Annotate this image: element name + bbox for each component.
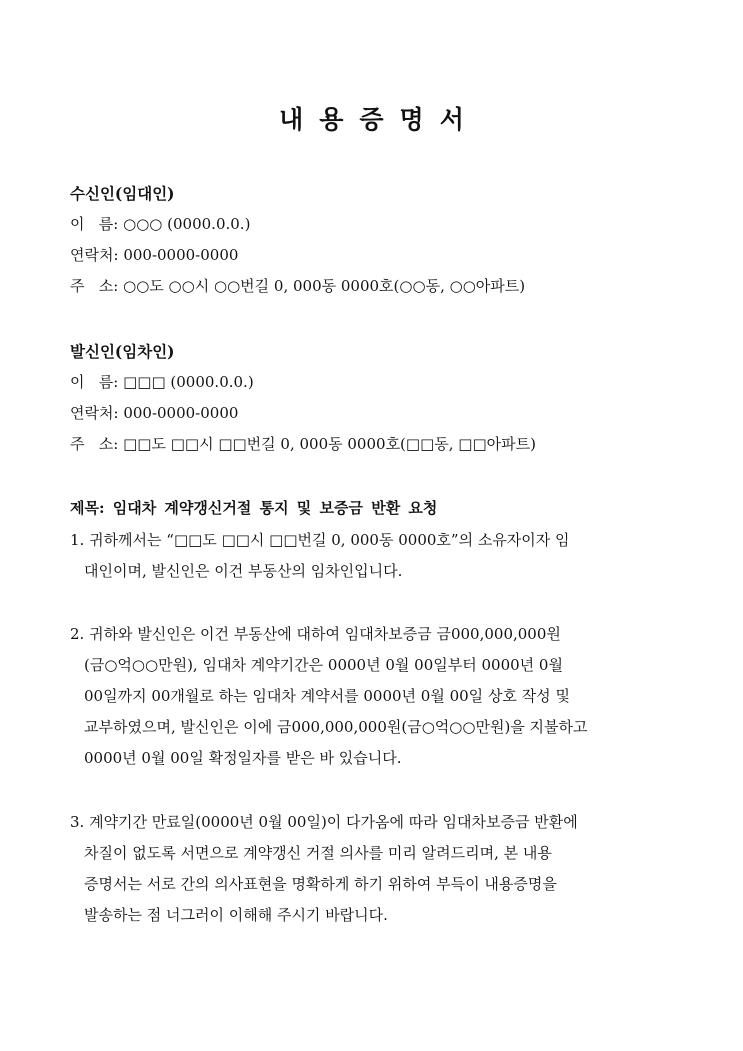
paragraph-line: 00일까지 00개월로 하는 임대차 계약서를 0000년 0월 00일 상호 작성 및	[84, 687, 570, 705]
paragraph-line: 2. 귀하와 발신인은 이건 부동산에 대하여 임대차보증금 금000,000,000원	[70, 625, 561, 643]
paragraph-2	[70, 619, 674, 774]
recipient-contact-row	[70, 240, 680, 271]
paragraph-line: 차질이 없도록 서면으로 계약갱신 거절 의사를 미리 알려드리며, 본 내용	[84, 844, 552, 862]
paragraph-1	[70, 525, 674, 587]
sender-contact-label: 연락처:	[70, 404, 119, 422]
subject-line: 제목: 임대차 계약갱신거절 통지 및 보증금 반환 요청	[70, 499, 438, 517]
recipient-address-value: ○○도 ○○시 ○○번길 0, 000동 0000호(○○동, ○○아파트)	[123, 277, 526, 295]
sender-name-value: □□□ (0000.0.0.)	[123, 373, 254, 391]
paragraph-line: 교부하였으며, 발신인은 이에 금000,000,000원(금○억○○만원)을 지불하고	[84, 718, 588, 736]
subject-section	[70, 493, 680, 524]
recipient-contact-label: 연락처:	[70, 246, 119, 264]
sender-contact-value: 000-0000-0000	[123, 404, 239, 422]
recipient-name-row	[70, 209, 680, 240]
paragraph-line: (금○억○○만원), 임대차 계약기간은 0000년 0월 00일부터 0000년 0월	[84, 656, 563, 674]
sender-contact-row	[70, 398, 680, 429]
sender-heading: 발신인(임차인)	[70, 342, 175, 361]
recipient-name-value: ○○○ (0000.0.0.)	[123, 215, 251, 233]
sender-name-row	[70, 367, 680, 398]
paragraph-line: 증명서는 서로 간의 의사표현을 명확하게 하기 위하여 부득이 내용증명을	[84, 875, 557, 893]
paragraph-line: 발송하는 점 너그러이 이해해 주시기 바랍니다.	[84, 906, 388, 924]
paragraph-line: 0000년 0월 00일 확정일자를 받은 바 있습니다.	[84, 749, 402, 767]
recipient-contact-value: 000-0000-0000	[123, 246, 239, 264]
document-title: 내용증명서	[279, 105, 480, 134]
paragraph-3	[70, 807, 674, 931]
recipient-section	[70, 178, 680, 302]
sender-address-row	[70, 429, 680, 460]
paragraph-line: 대인이며, 발신인은 이건 부동산의 임차인입니다.	[84, 562, 403, 580]
paragraph-line: 1. 귀하께서는 “□□도 □□시 □□번길 0, 000동 0000호”의 소유자이자 임	[70, 531, 570, 549]
recipient-name-label: 이 름:	[70, 215, 119, 233]
sender-address-value: □□도 □□시 □□번길 0, 000동 0000호(□□동, □□아파트)	[123, 435, 536, 453]
paragraph-line: 3. 계약기간 만료일(0000년 0월 00일)이 다가옴에 따라 임대차보증금 반환에	[70, 813, 578, 831]
recipient-address-label: 주 소:	[70, 277, 119, 295]
sender-name-label: 이 름:	[70, 373, 119, 391]
sender-section	[70, 336, 680, 460]
recipient-heading: 수신인(임대인)	[70, 184, 175, 203]
sender-address-label: 주 소:	[70, 435, 119, 453]
recipient-address-row	[70, 271, 680, 302]
